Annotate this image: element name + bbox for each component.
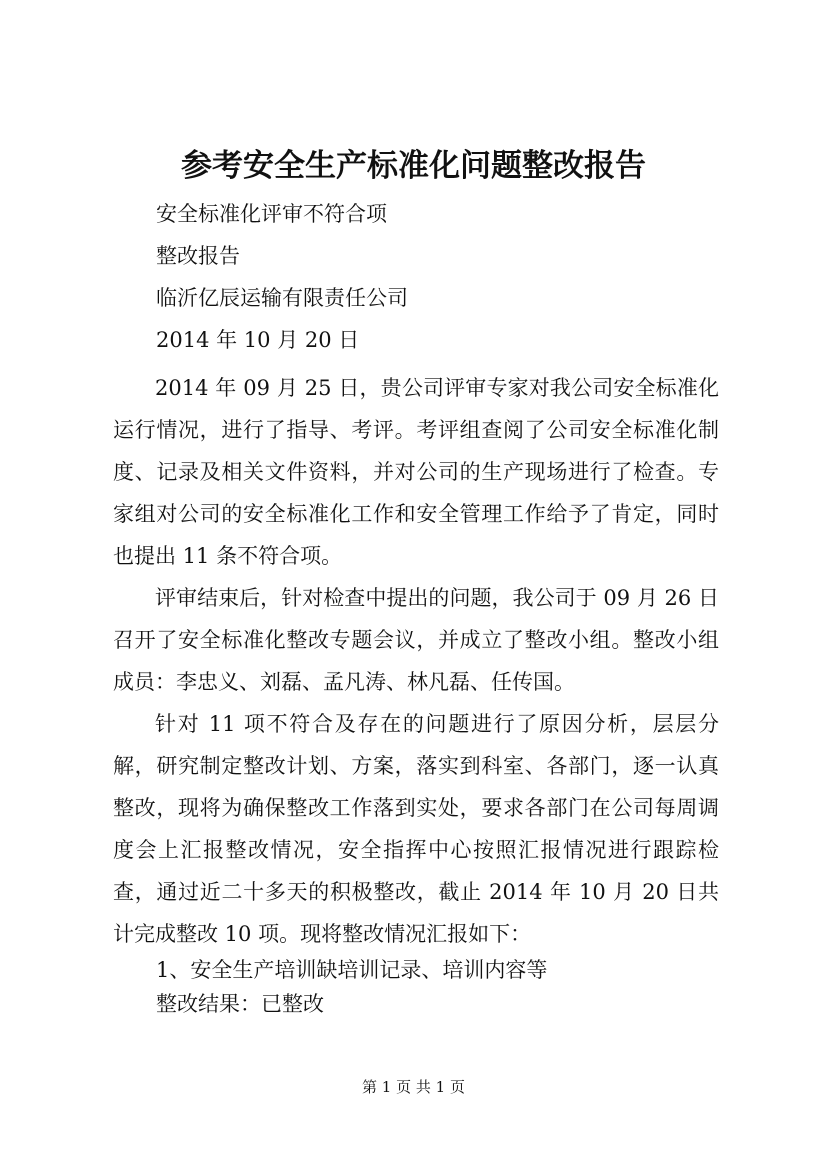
header-line-date: 2014 年 10 月 20 日 — [156, 328, 360, 352]
header-line-nonconformity: 安全标准化评审不符合项 — [156, 202, 387, 226]
report-body — [113, 367, 719, 955]
item-training-records: 1、安全生产培训缺培训记录、培训内容等 — [156, 958, 548, 982]
document-title: 参考安全生产标准化问题整改报告 — [181, 148, 646, 184]
header-line-report: 整改报告 — [156, 244, 240, 268]
paragraph-rectification-team: 评审结束后，针对检查中提出的问题，我公司于 09 月 26 日召开了安全标准化整改专题会议，并成立了整改小组。整改小组成员：李忠义、刘磊、孟凡涛、林凡磊、任传国。 — [113, 586, 719, 694]
item-result: 整改结果：已整改 — [156, 992, 324, 1016]
header-line-company: 临沂亿辰运输有限责任公司 — [156, 286, 408, 310]
paragraph-review-summary: 2014 年 09 月 25 日，贵公司评审专家对我公司安全标准化运行情况，进行了指导、考评。考评组查阅了公司安全标准化制度、记录及相关文件资料，并对公司的生产现场进行了检查。专家组对公司的安全标准化工作和安全管理工作给予了肯定，同时也提出 11 条不符合项。 — [113, 376, 719, 568]
paragraph-rectification-progress: 针对 11 项不符合及存在的问题进行了原因分析，层层分解，研究制定整改计划、方案，落实到科室、各部门，逐一认真整改，现将为确保整改工作落到实处，要求各部门在公司每周调度会上汇报整改情况，安全指挥中心按照汇报情况进行跟踪检查，通过近二十多天的积极整改，截止 2014 年 10 月 20 日共计完成整改 10 项。现将整改情况汇报如下： — [113, 712, 719, 946]
page-footer: 第 1 页 共 1 页 — [362, 1078, 465, 1096]
